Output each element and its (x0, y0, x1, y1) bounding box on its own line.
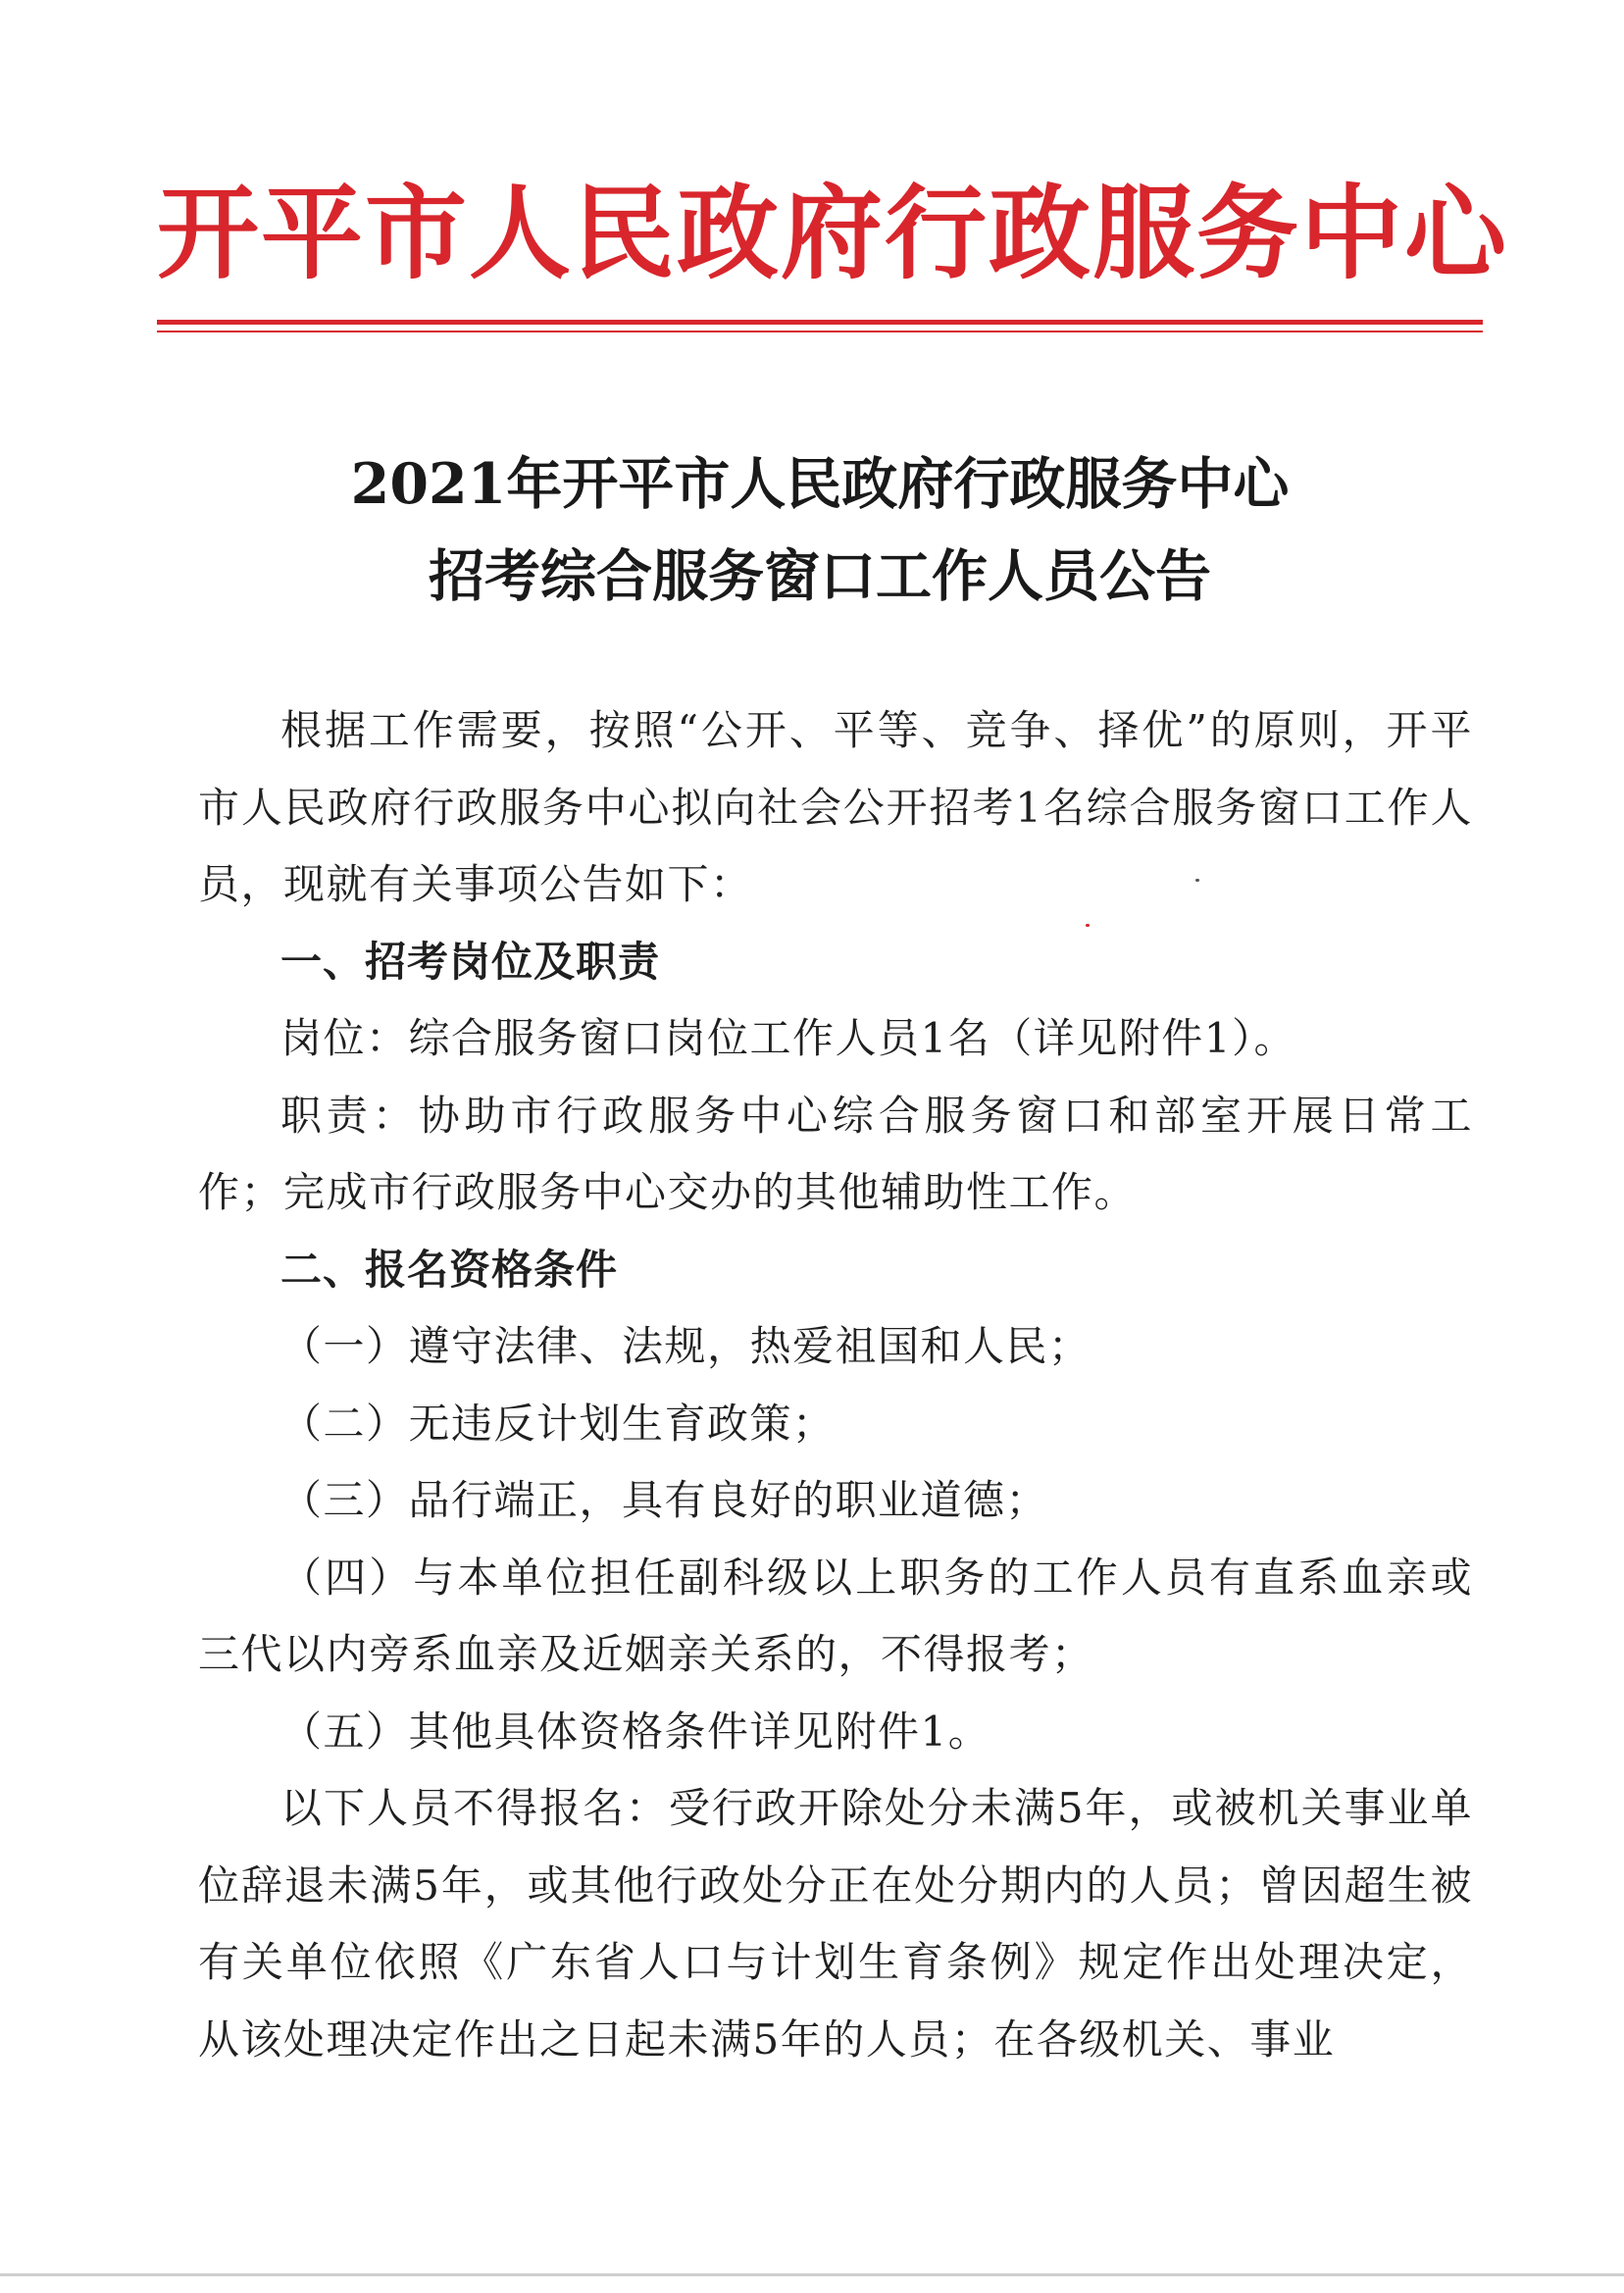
document-title-line-2: 招考综合服务窗口工作人员公告 (429, 543, 1211, 609)
paragraph-exclusions: 以下人员不得报名：受行政开除处分未满5年，或被机关事业单位辞退未满5年，或其他行政处分正在处分期内的人员；曾因超生被有关单位依照《广东省人口与计划生育条例》规定作出处理决定，从该处理决定作出之日起未满5年的人员；在各级机关、事业 (198, 1784, 1473, 2064)
qualification-item-4: （四）与本单位担任副科级以上职务的工作人员有直系血亲或三代以内旁系血亲及近姻亲关系的，不得报考； (198, 1553, 1473, 1678)
masthead-rule-thin (157, 331, 1483, 332)
scan-speck (1195, 879, 1199, 882)
qualification-item-5: （五）其他具体资格条件详见附件1。 (280, 1707, 991, 1756)
document-title-line-1: 2021年开平市人民政府行政服务中心 (350, 451, 1290, 517)
paragraph-duties: 职责：协助市行政服务中心综合服务窗口和部室开展日常工作；完成市行政服务中心交办的其他辅助性工作。 (198, 1091, 1473, 1216)
paragraph-position: 岗位：综合服务窗口岗位工作人员1名（详见附件1）。 (280, 1014, 1296, 1062)
qualification-item-2: （二）无违反计划生育政策； (280, 1399, 836, 1448)
qualification-item-1: （一）遵守法律、法规，热爱祖国和人民； (280, 1322, 1091, 1370)
document-body (198, 692, 1473, 2078)
scan-speck-red (1086, 924, 1090, 927)
qualification-item-3: （三）品行端正，具有良好的职业道德； (280, 1476, 1049, 1524)
masthead-title: 开平市人民政府行政服务中心 (157, 173, 1509, 293)
masthead-rule-thick (157, 320, 1483, 325)
section-heading-qualifications: 二、报名资格条件 (280, 1245, 619, 1294)
paragraph-intro: 根据工作需要，按照“公开、平等、竞争、择优”的原则，开平市人民政府行政服务中心拟向社会公开招考1名综合服务窗口工作人员，现就有关事项公告如下： (198, 706, 1473, 908)
section-heading-positions: 一、招考岗位及职责 (280, 937, 661, 986)
scan-bottom-edge (0, 2273, 1624, 2276)
